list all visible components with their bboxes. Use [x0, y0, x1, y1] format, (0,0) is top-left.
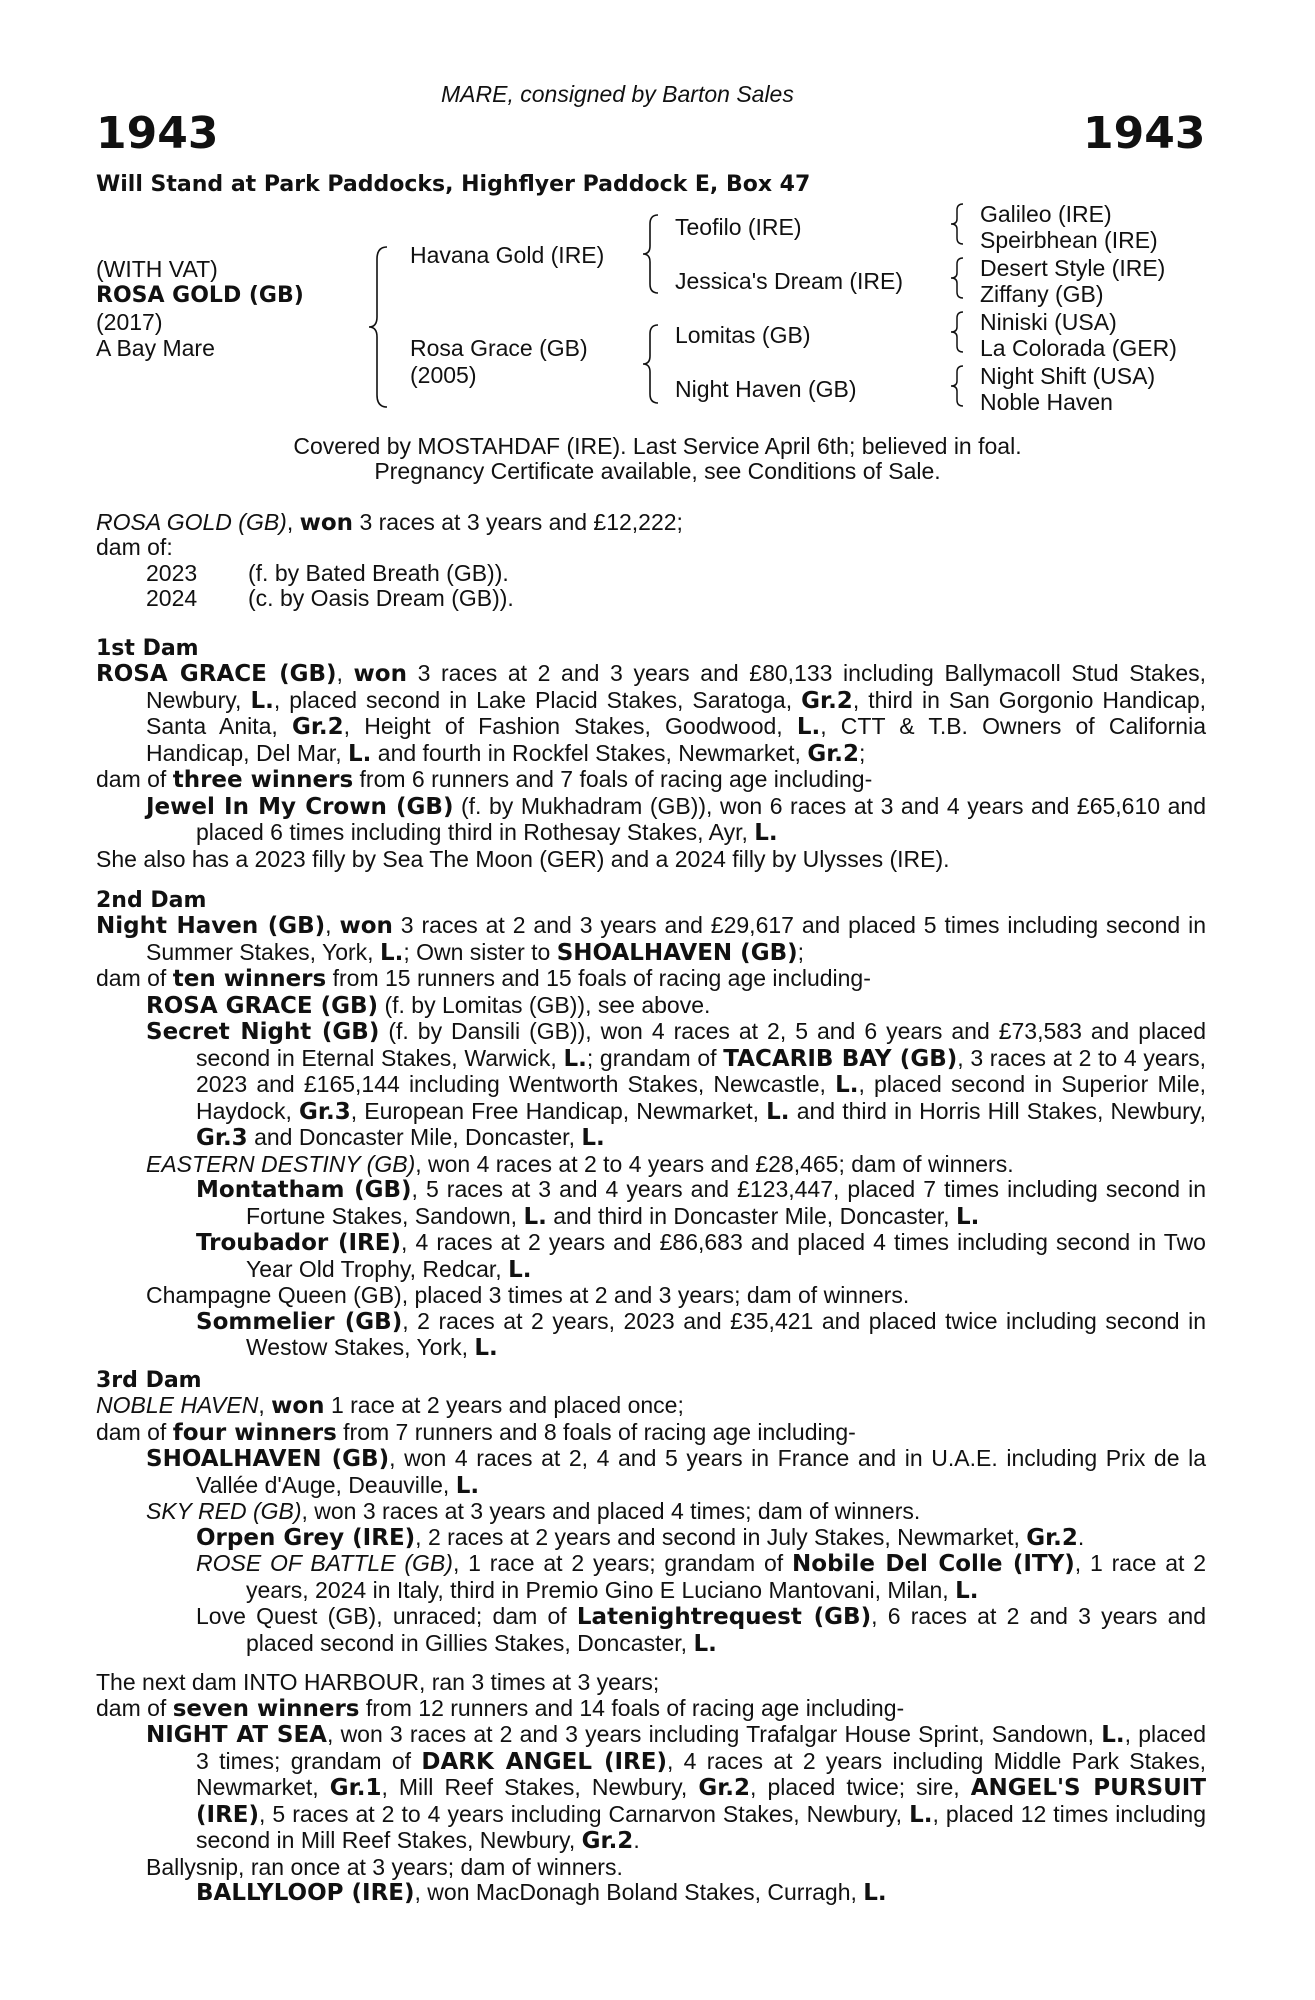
dam3-child-1: SHOALHAVEN (GB), won 4 races at 2, 4 and 5 years in France and in U.A.E. including Prix de la Vallée d'Auge, Deauville, L.: [146, 1445, 1206, 1499]
lot-number-left: 1943: [96, 108, 219, 159]
dam3-produce-summary: dam of four winners from 7 runners and 8 foals of racing age including-: [96, 1418, 856, 1446]
dam3-grandchild-1: Orpen Grey (IRE), 2 races at 2 years and second in July Stakes, Newmarket, Gr.2.: [196, 1523, 1085, 1551]
dam2-child-1: ROSA GRACE (GB) (f. by Lomitas (GB)), see above.: [146, 991, 711, 1019]
stand-location: Will Stand at Park Paddocks, Highflyer Paddock E, Box 47: [96, 172, 811, 197]
consignment-subtitle: MARE, consigned by Barton Sales: [441, 81, 794, 107]
pedigree-brace-gg1: [948, 202, 968, 246]
pedigree-brace-main: [365, 243, 395, 411]
pedigree-sire-dam: Jessica's Dream (IRE): [675, 268, 904, 294]
vat-note: (WITH VAT): [96, 256, 218, 282]
covered-line-2: Pregnancy Certificate available, see Conditions of Sale.: [374, 458, 941, 484]
dam2-child-3: EASTERN DESTINY (GB), won 4 races at 2 to 4 years and £28,465; dam of winners.: [146, 1150, 1014, 1177]
dam1-child-1-name: Jewel In My Crown (GB): [146, 793, 454, 820]
dam3-heading: 3rd Dam: [96, 1368, 202, 1393]
pedigree-dam: Rosa Grace (GB): [410, 335, 588, 361]
dam1-also: She also has a 2023 filly by Sea The Moon (GER) and a 2024 filly by Ulysses (IRE).: [96, 845, 950, 872]
intro-dam-of: dam of:: [96, 534, 173, 560]
produce-text-2023: (f. by Bated Breath (GB)).: [248, 560, 509, 586]
pedigree-ddd: Noble Haven: [980, 389, 1113, 415]
dam3-child-2: SKY RED (GB), won 3 races at 3 years and placed 4 times; dam of winners.: [146, 1498, 921, 1524]
pedigree-brace-dam: [640, 322, 664, 406]
dam1-won: won: [353, 661, 407, 687]
pedigree-dam-year: (2005): [410, 362, 477, 388]
pedigree-brace-sire: [640, 212, 664, 296]
dam2-heading: 2nd Dam: [96, 888, 207, 913]
dam2-produce-summary: dam of ten winners from 15 runners and 15 foals of racing age including-: [96, 965, 871, 992]
dam4-child-1: NIGHT AT SEA, won 3 races at 2 and 3 years including Trafalgar House Sprint, Sandown, L., placed 3 times; grandam of DARK ANGEL (IRE), 4 races at 2 years including Middle Park Stakes, Newmarket, Gr.1, Mill Reef Stakes, Newbury, Gr.2, placed twice; sire, ANGEL'S PURSUIT (IRE), 5 races at 2 to 4 years including Carnarvon Stakes, Newbury, L., placed 12 times including second in Mill Reef Stakes, Newbury, Gr.2.: [146, 1721, 1207, 1854]
pedigree-dam-sire: Lomitas (GB): [675, 322, 811, 348]
dam3-record: NOBLE HAVEN, won 1 race at 2 years and placed once;: [96, 1392, 684, 1419]
dam2-child-4: Champagne Queen (GB), placed 3 times at 2 and 3 years; dam of winners.: [146, 1282, 910, 1308]
produce-year-2024: 2024: [146, 585, 198, 611]
dam1-produce-summary: dam of three winners from 6 runners and 7 foals of racing age including-: [96, 766, 873, 793]
intro-text: 3 races at 3 years and £12,222;: [353, 509, 683, 535]
pedigree-sdd: Ziffany (GB): [980, 281, 1104, 307]
pedigree-sire-sire: Teofilo (IRE): [675, 214, 802, 240]
pedigree-brace-gg3: [948, 310, 968, 354]
dam2-grandchild-1: Montatham (GB), 5 races at 3 and 4 years and £123,447, placed 7 times including second in Fortune Stakes, Sandown, L. and third in Doncaster Mile, Doncaster, L.: [196, 1176, 1206, 1230]
horse-name: ROSA GOLD (GB): [96, 283, 304, 308]
pedigree-dds: Night Shift (USA): [980, 363, 1156, 389]
dam4-grandchild-1: BALLYLOOP (IRE), won MacDonagh Boland Stakes, Curragh, L.: [196, 1879, 887, 1906]
dam1-child-1: Jewel In My Crown (GB) (f. by Mukhadram (GB)), won 6 races at 3 and 4 years and £65,610 and placed 6 times including third in Rothesay Stakes, Ayr, L.: [146, 792, 1206, 846]
dam2-child-2: Secret Night (GB) (f. by Dansili (GB)), won 4 races at 2, 5 and 6 years and £73,583 and placed second in Eternal Stakes, Warwick, L.; grandam of TACARIB BAY (GB), 3 races at 2 to 4 years, 2023 and £165,144 including Wentworth Stakes, Newcastle, L., placed second in Superior Mile, Haydock, Gr.3, European Free Handicap, Newmarket, L. and third in Horris Hill Stakes, Newbury, Gr.3 and Doncaster Mile, Doncaster, L.: [146, 1018, 1207, 1151]
pedigree-dsd: La Colorada (GER): [980, 335, 1177, 361]
pedigree-ssd: Speirbhean (IRE): [980, 227, 1158, 253]
horse-year: (2017): [96, 309, 163, 335]
dam1-name: ROSA GRACE (GB): [96, 661, 337, 687]
dam1-heading: 1st Dam: [96, 636, 199, 661]
dam4-produce-summary: dam of seven winners from 12 runners and 14 foals of racing age including-: [96, 1694, 905, 1722]
pedigree-dam-dam: Night Haven (GB): [675, 376, 857, 402]
pedigree-brace-gg2: [948, 256, 968, 300]
dam1-section: [96, 661, 1206, 872]
dam4-record: The next dam INTO HARBOUR, ran 3 times at 3 years;: [96, 1669, 660, 1695]
pedigree-brace-gg4: [948, 364, 968, 408]
produce-text-2024: (c. by Oasis Dream (GB)).: [248, 585, 514, 611]
lot-number-right: 1943: [1083, 108, 1206, 159]
dam2-section: [96, 913, 1206, 1362]
intro-won: won: [299, 510, 354, 536]
pedigree-dss: Niniski (USA): [980, 309, 1117, 335]
pedigree-sds: Desert Style (IRE): [980, 255, 1166, 281]
pedigree-sss: Galileo (IRE): [980, 201, 1112, 227]
intro-name: ROSA GOLD (GB): [96, 509, 287, 535]
dam2-record: Night Haven (GB), won 3 races at 2 and 3 years and £29,617 and placed 5 times including second in Summer Stakes, York, L.; Own sister to SHOALHAVEN (GB);: [96, 912, 1206, 966]
dam4-section: [96, 1670, 1206, 1907]
horse-description: A Bay Mare: [96, 335, 215, 361]
dam2-grandchild-3: Sommelier (GB), 2 races at 2 years, 2023 and £35,421 and placed twice including second in Westow Stakes, York, L.: [196, 1307, 1207, 1361]
dam2-name: Night Haven (GB): [96, 913, 326, 939]
dam2-grandchild-2: Troubador (IRE), 4 races at 2 years and £86,683 and placed 4 times including second in Two Year Old Trophy, Redcar, L.: [196, 1229, 1206, 1283]
dam3-section: [96, 1393, 1206, 1657]
dam1-record: ROSA GRACE (GB), won 3 races at 2 and 3 years and £80,133 including Ballymacoll Stud Stakes, Newbury, L., placed second in Lake Placid Stakes, Saratoga, Gr.2, third in San Gorgonio Handicap, Santa Anita, Gr.2, Height of Fashion Stakes, Goodwood, L., CTT & T.B. Owners of California Handicap, Del Mar, L. and fourth in Rockfel Stakes, Newmarket, Gr.2;: [96, 660, 1207, 767]
dam4-child-2: Ballysnip, ran once at 3 years; dam of winners.: [146, 1853, 623, 1880]
dam3-grandchild-3: Love Quest (GB), unraced; dam of Latenightrequest (GB), 6 races at 2 and 3 years and placed second in Gillies Stakes, Doncaster, L.: [196, 1603, 1207, 1657]
pedigree-sire: Havana Gold (IRE): [410, 242, 605, 268]
dam3-grandchild-2: ROSE OF BATTLE (GB), 1 race at 2 years; grandam of Nobile Del Colle (ITY), 1 race at 2 years, 2024 in Italy, third in Premio Gino E Luciano Mantovani, Milan, L.: [196, 1550, 1206, 1604]
produce-year-2023: 2023: [146, 560, 198, 586]
intro-line: ROSA GOLD (GB), won 3 races at 3 years and £12,222;: [96, 509, 683, 536]
covered-line-1: Covered by MOSTAHDAF (IRE). Last Service April 6th; believed in foal.: [293, 433, 1022, 459]
